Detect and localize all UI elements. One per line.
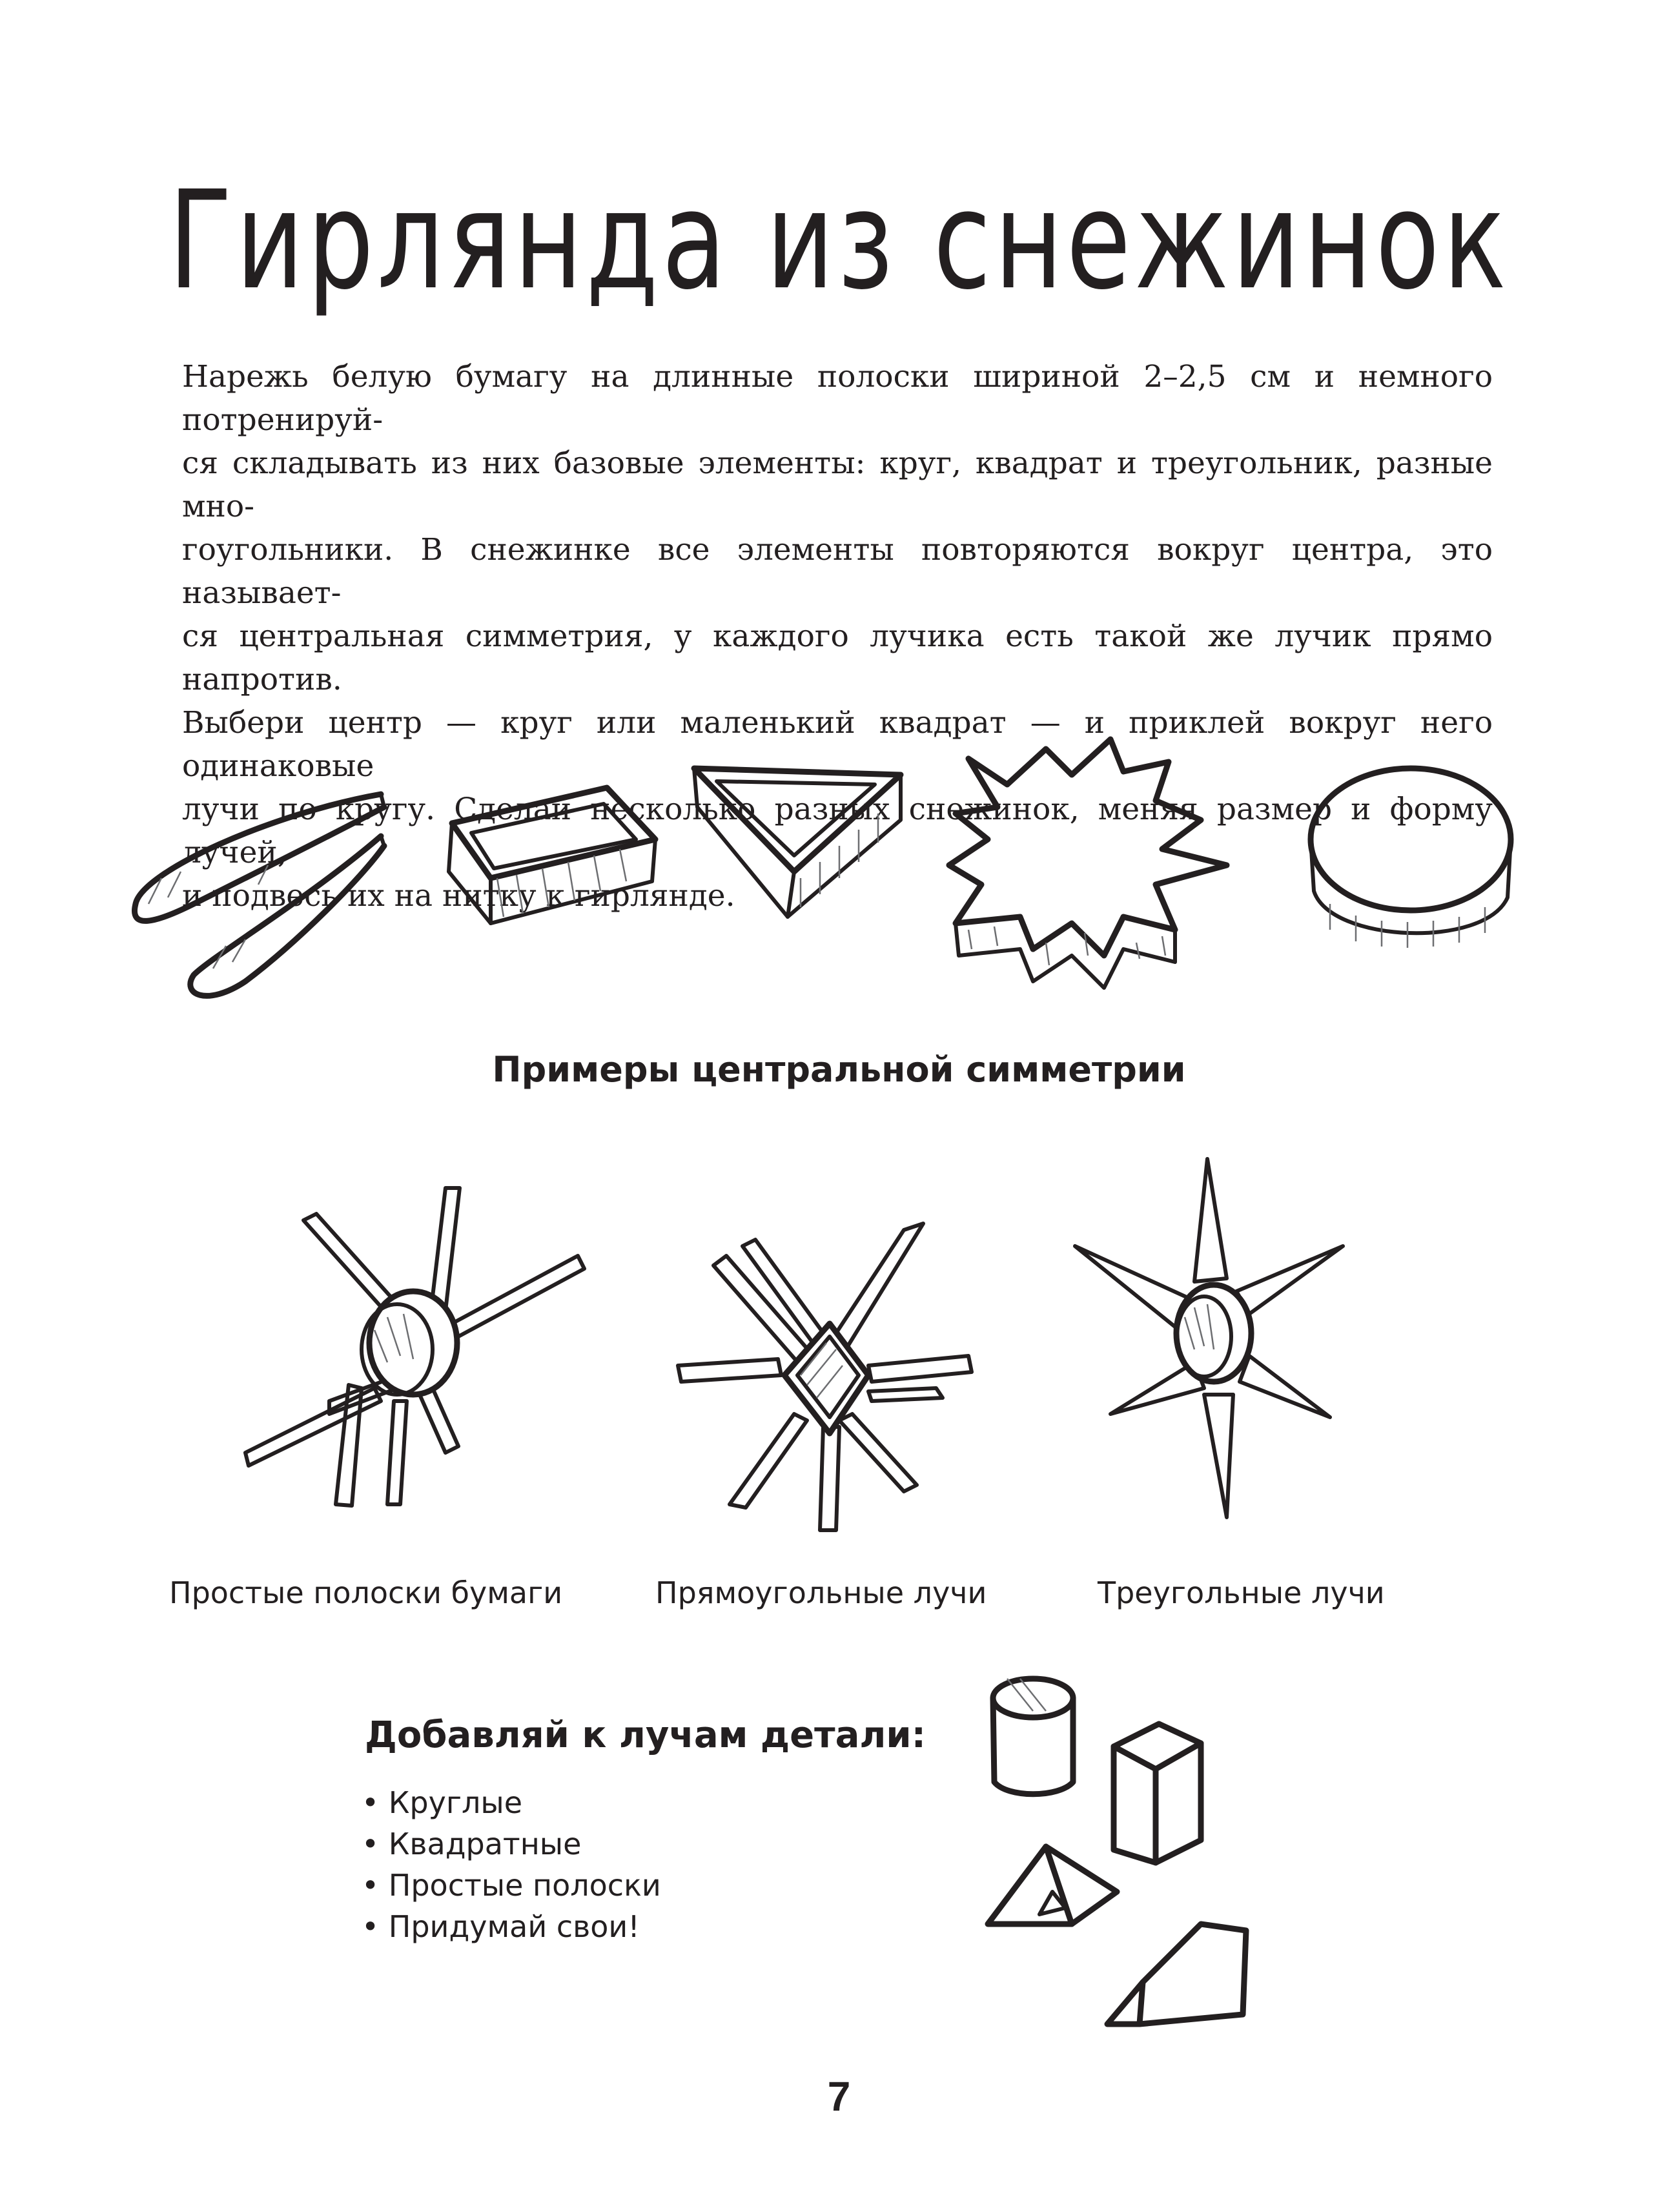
snowflake-triangular-drawing	[1075, 1159, 1343, 1517]
caption-triangular: Треугольные лучи	[1098, 1575, 1385, 1610]
cylinder-detail-drawing	[993, 1679, 1073, 1794]
list-item: • Квадратные	[362, 1823, 661, 1865]
triangle-shape-drawing	[694, 768, 901, 917]
intro-line: Выбери центр — круг или маленький квадрат — и приклей вокруг него одинаковые	[182, 705, 1493, 784]
symmetry-examples-illustration	[0, 1143, 1678, 1543]
list-item: • Простые полоски	[362, 1865, 661, 1906]
flap-detail-drawing	[1107, 1924, 1246, 2024]
prism-detail-drawing	[988, 1847, 1117, 1924]
loop-shape-drawing	[134, 794, 384, 996]
list-item: • Круглые	[362, 1782, 661, 1823]
intro-line: ся складывать из них базовые элементы: круг, квадрат и треугольник, разные мно-	[182, 445, 1493, 524]
detail-shapes-illustration	[968, 1653, 1356, 2053]
caption-strips: Простые полоски бумаги	[169, 1575, 563, 1610]
intro-line: Нарежь белую бумагу на длинные полоски шириной 2–2,5 см и немного потренируй-	[182, 359, 1493, 438]
cube-detail-drawing	[1114, 1724, 1201, 1863]
snowflake-rectangular-drawing	[678, 1224, 972, 1530]
intro-line: ся центральная симметрия, у каждого лучика есть такой же лучик прямо напротив.	[182, 619, 1493, 697]
snowflake-strips-drawing	[245, 1188, 584, 1506]
list-item: • Придумай свои!	[362, 1906, 661, 1947]
circle-shape-drawing	[1311, 768, 1511, 948]
details-list	[362, 1782, 661, 1947]
page-number: 7	[827, 2073, 851, 2120]
intro-line: и подвесь их на нитку к гирлянде.	[182, 878, 735, 914]
page-title: Гирлянда из снежинок	[168, 161, 1510, 320]
caption-rectangular: Прямоугольные лучи	[655, 1575, 987, 1610]
intro-line: лучи по кругу. Сделай несколько разных снежинок, меняя размер и форму лучей,	[182, 792, 1493, 870]
details-title: Добавляй к лучам детали:	[365, 1714, 926, 1756]
star-shape-drawing	[949, 739, 1227, 988]
section-title: Примеры центральной симметрии	[492, 1049, 1186, 1090]
basic-shapes-illustration	[0, 710, 1678, 1072]
intro-line: гоугольники. В снежинке все элементы повторяются вокруг центра, это называет-	[182, 532, 1493, 611]
square-shape-drawing	[449, 788, 655, 923]
